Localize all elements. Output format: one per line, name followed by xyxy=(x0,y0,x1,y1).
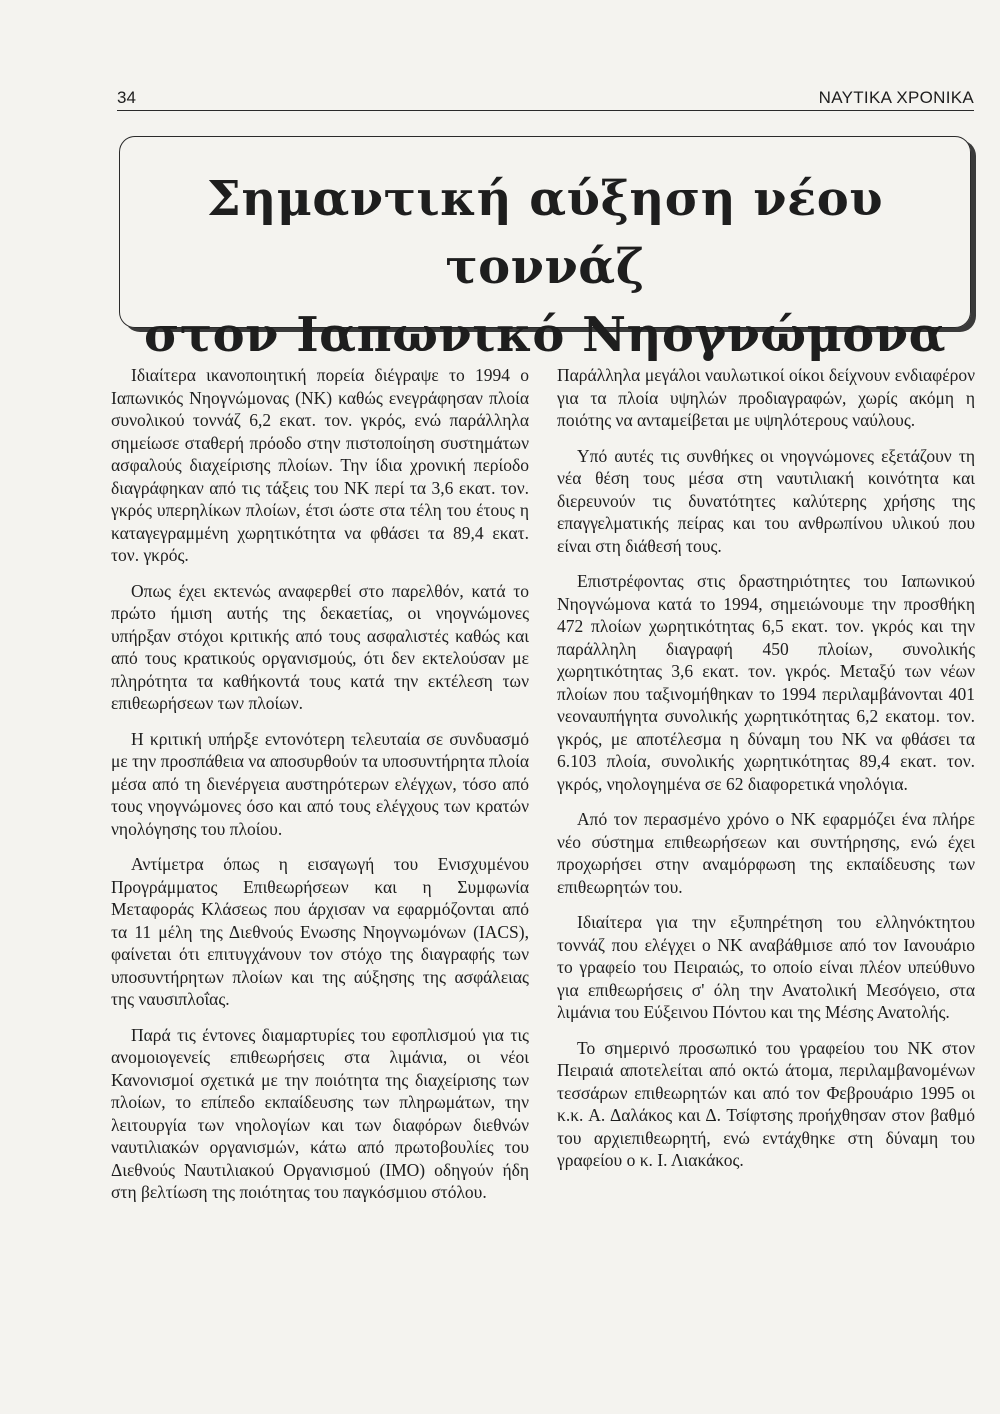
paragraph: Παρά τις έντονες διαμαρτυρίες του εφοπλισμού για τις ανομοιογενείς επιθεωρήσεις στα λιμάνια, οι νέοι Κανονισμοί σχετικά με την ποιότητα της διαχείρισης των πλοίων, το επίπεδο εκπαίδευσης των πληρωμάτων, την λειτουργία των νηολογίων και των διαφόρων διεθνών ναυτιλιακών οργανισμών, κάτω από πρωτοβουλίες του Διεθνούς Ναυτιλιακού Οργανισμού (ΙΜΟ) οδηγούν ήδη στη βελτίωση της ποιότητας του παγκόσμιου στόλου. xyxy=(111,1024,529,1202)
paragraph: Αντίμετρα όπως η εισαγωγή του Ενισχυμένου Προγράμματος Επιθεωρήσεων και η Συμφωνία Μεταφοράς Κλάσεως που άρχισαν να εφαρμόζονται από τα 11 μέλη της Διεθνούς Ενωσης Νηογνωμόνων (IACS), φαίνεται ότι επιτυγχάνουν τον στόχο της διαγραφής των υποσυντήρητων πλοίων και της αύξησης της ασφάλειας της ναυσιπλοΐας. xyxy=(111,854,529,1009)
left-column xyxy=(111,364,529,1217)
running-title: ΝΑΥΤΙΚΑ ΧΡΟΝΙΚΑ xyxy=(818,88,974,107)
page-number: 34 xyxy=(117,88,136,107)
paragraph: Οπως έχει εκτενώς αναφερθεί στο παρελθόν, κατά το πρώτο ήμιση αυτής της δεκαετίας, οι νηογνώμονες υπήρξαν στόχοι κριτικής από τους ασφαλιστές καθώς και από τους κρατικούς οργανισμούς, ότι δεν εκτελούσαν με πληρότητα τα καθήκοντά τους κατά την εκτέλεση των επιθεωρήσεων των πλοίων. xyxy=(111,580,529,713)
article-title-line-2: στον Ιαπωνικό Νηογνώμονα xyxy=(143,307,947,363)
right-column xyxy=(557,364,975,1185)
paragraph-continuation: Παράλληλα μεγάλοι ναυλωτικοί οίκοι δείχνουν ενδιαφέρον για τα πλοία υψηλών προδιαγραφών, χωρίς ακόμη η ποιότης να ανταμείβεται με υψηλότερους ναύλους. xyxy=(557,365,975,430)
header-rule xyxy=(117,110,974,111)
paragraph: Το σημερινό προσωπικό του γραφείου του ΝΚ στον Πειραιά αποτελείται από οκτώ άτομα, περιλαμβανομένων τεσσάρων επιθεωρητών και από τον Φεβρουάριο 1995 οι κ.κ. Α. Δαλάκος και Δ. Τσίφτσης προήχθησαν στον βαθμό του αρχιεπιθεωρητή, ενώ εντάχθηκε στη δύναμη του γραφείου ο κ. Ι. Λιακάκος. xyxy=(557,1037,975,1170)
paragraph: Ιδιαίτερα για την εξυπηρέτηση του ελληνόκτητου τοννάζ που ελέγχει ο ΝΚ αναβάθμισε από τον Ιανουάριο το γραφείο του Πειραιώς, το οποίο είναι πλέον υπεύθυνο για επιθεωρήσεις σ' όλη την Ανατολική Μεσόγειο, στα λιμάνια του Εύξεινου Πόντου και της Μέσης Ανατολής. xyxy=(557,912,975,1022)
page-header xyxy=(117,88,974,112)
paragraph: Υπό αυτές τις συνθήκες οι νηογνώμονες εξετάζουν τη νέα θέση τους μέσα στη ναυτιλιακή κοινότητα και διερευνούν τις δυνατότητες καλύτερης χρήσης της επαγγελματικής πείρας και του ανθρωπίνου υλικού που είναι στη διάθεσή τους. xyxy=(557,445,975,556)
paragraph: Επιστρέφοντας στις δραστηριότητες του Ιαπωνικού Νηογνώμονα κατά το 1994, σημειώνουμε την προσθήκη 472 πλοίων χωρητικότητας 6,5 εκατ. τον. γκρός και την παράλληλη διαγραφή 450 πλοίων, συνολικής χωρητικότητας 3,6 εκατ. τον. γκρός. Μεταξύ των νέων πλοίων που ταξινομήθηκαν το 1994 περιλαμβάνονται 401 νεοναυπήγητα συνολικής χωρητικότητας 6,2 εκατομ. τον. γκρός, με αποτέλεσμα η δύναμη του ΝΚ να φθάσει τα 6.103 πλοία, συνολικής χωρητικότητας 89,4 εκατ. τον. γκρός, νηολογημένα σε 62 διαφορετικά νηολόγια. xyxy=(557,571,975,794)
title-box xyxy=(119,136,971,363)
article-title-line-1: Σημαντική αύξηση νέου τοννάζ xyxy=(206,171,884,295)
paragraph: Η κριτική υπήρξε εντονότερη τελευταία σε συνδυασμό με την προσπάθεια να αποσυρθούν τα υποσυντήρητα πλοία μέσα από τη διενέργεια αυστηρότερων ελέγχων, τόσο από τους νηογνώμονες όσο και από τους ελέγχους των κρατών νηολόγησης του πλοίου. xyxy=(111,728,529,839)
paragraph: Ιδιαίτερα ικανοποιητική πορεία διέγραψε το 1994 ο Ιαπωνικός Νηογνώμονας (ΝΚ) καθώς ενεγράφησαν πλοία συνολικού τοννάζ 6,2 εκατ. τον. γκρός, ενώ παράλληλα σημείωσε σταθερή πρόοδο στην πιστοποίηση συστημάτων ασφαλούς διαχείρισης πλοίων. Την ίδια χρονική περίοδο διαγράφηκαν από τις τάξεις του ΝΚ περί τα 3,6 εκατ. τον. γκρός υπερηλίκων πλοίων, έτσι ώστε στα τέλη του έτους η καταγεγραμμένη χωρητικότητα να φθάσει τα 89,4 εκατ. τον. γκρός. xyxy=(111,365,529,565)
paragraph: Από τον περασμένο χρόνο ο ΝΚ εφαρμόζει ένα πλήρε νέο σύστημα επιθεωρήσεων και συντήρησης, ενώ έχει προχωρήσει στην αναμόρφωση της εκπαίδευσης των επιθεωρητών του. xyxy=(557,809,975,897)
article-title xyxy=(120,165,970,369)
